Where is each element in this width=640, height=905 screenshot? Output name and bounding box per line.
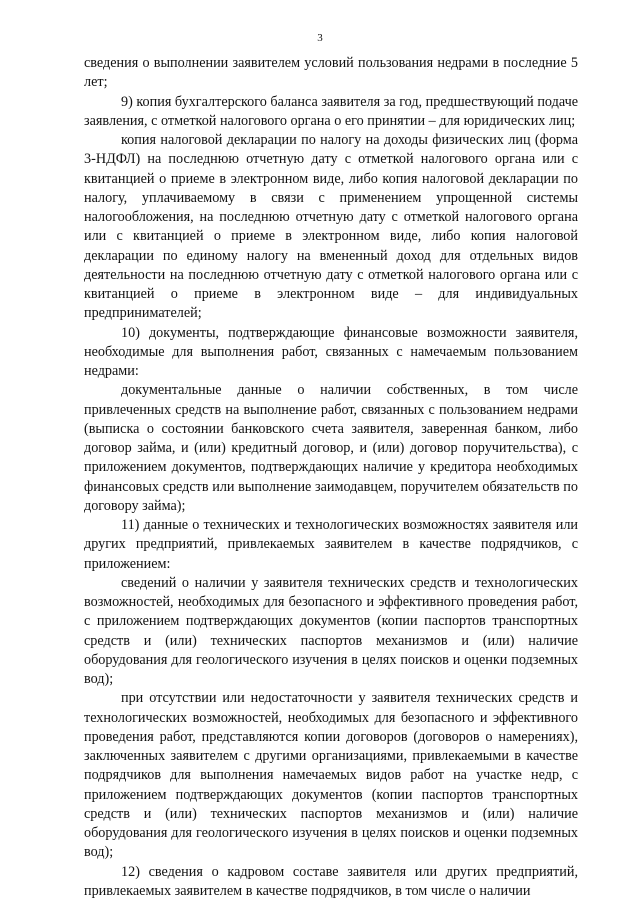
paragraph-item-12-staff: 12) сведения о кадровом составе заявителя или других предприятий, привлекаемых заявителем в качестве подрядчиков, в том числе о наличии — [84, 863, 578, 899]
paragraph-item-10-financial-capacity: 10) документы, подтверждающие финансовые возможности заявителя, необходимые для выполнения работ, связанных с намечаемым пользованием недрами: — [84, 324, 578, 379]
paragraph-contractor-agreements: при отсутствии или недостаточности у заявителя технических средств и технологических возможностей, необходимых для безопасного и эффективного проведения работ, представляются копии договоров (договоров о намерениях), заключенных заявителем с другими организациями, привлекаемыми в качестве подрядчиков для выполнения намечаемых видов работ на участке недр, с приложением подтверждающих документов (копии паспортов транспортных средств и (или) технических паспортов механизмов и (или) наличие оборудования для геологического изучения в целях поисков и оценки подземных вод); — [84, 690, 578, 861]
page-number: 3 — [317, 32, 323, 44]
paragraph-technical-means-info: сведений о наличии у заявителя технических средств и технологических возможностей, необходимых для безопасного и эффективного проведения работ, с приложением подтверждающих документов (копии паспортов транспортных средств и (или) технических паспортов механизмов и (или) наличие оборудования для геологического изучения в целях поисков и оценки подземных вод); — [84, 574, 578, 687]
paragraph-item-11-technical-capacity: 11) данные о технических и технологических возможностях заявителя или других предприятий, привлекаемых заявителем в качестве подрядчиков, с приложением: — [84, 517, 578, 572]
paragraph-mineral-use-compliance: сведения о выполнении заявителем условий пользования недрами в последние 5 лет; — [84, 55, 578, 91]
paragraph-item-9-balance-sheet: 9) копия бухгалтерского баланса заявителя за год, предшествующий подаче заявления, с отметкой налогового органа о его принятии – для юридических лиц; — [84, 93, 578, 129]
paragraph-tax-declaration: копия налоговой декларации по налогу на доходы физических лиц (форма 3-НДФЛ) на последнюю отчетную дату с отметкой налогового органа или с квитанцией о приеме в электронном виде, либо копия налоговой декларации по налогу, уплачиваемому в связи с применением упрощенной системы налогообложения, на последнюю отчетную дату с отметкой налогового органа или с квитанцией о приеме в электронном виде, либо копия налоговой декларации по единому налогу на вмененный доход для отдельных видов деятельности на последнюю отчетную дату с отметкой налогового органа или с квитанцией о приеме в электронном виде – для индивидуальных предпринимателей; — [84, 132, 578, 322]
paragraph-own-funds-documents: документальные данные о наличии собственных, в том числе привлеченных средств на выполнение работ, связанных с пользованием недрами (выписка о состоянии банковского счета заявителя, заверенная банком, либо договор займа, и (или) кредитный договор, и (или) договор поручительства), с приложением документов, подтверждающих наличие у кредитора необходимых финансовых средств или выполнение заимодавцем, поручителем обязательств по договору займа); — [84, 382, 578, 514]
document-body — [84, 54, 578, 901]
